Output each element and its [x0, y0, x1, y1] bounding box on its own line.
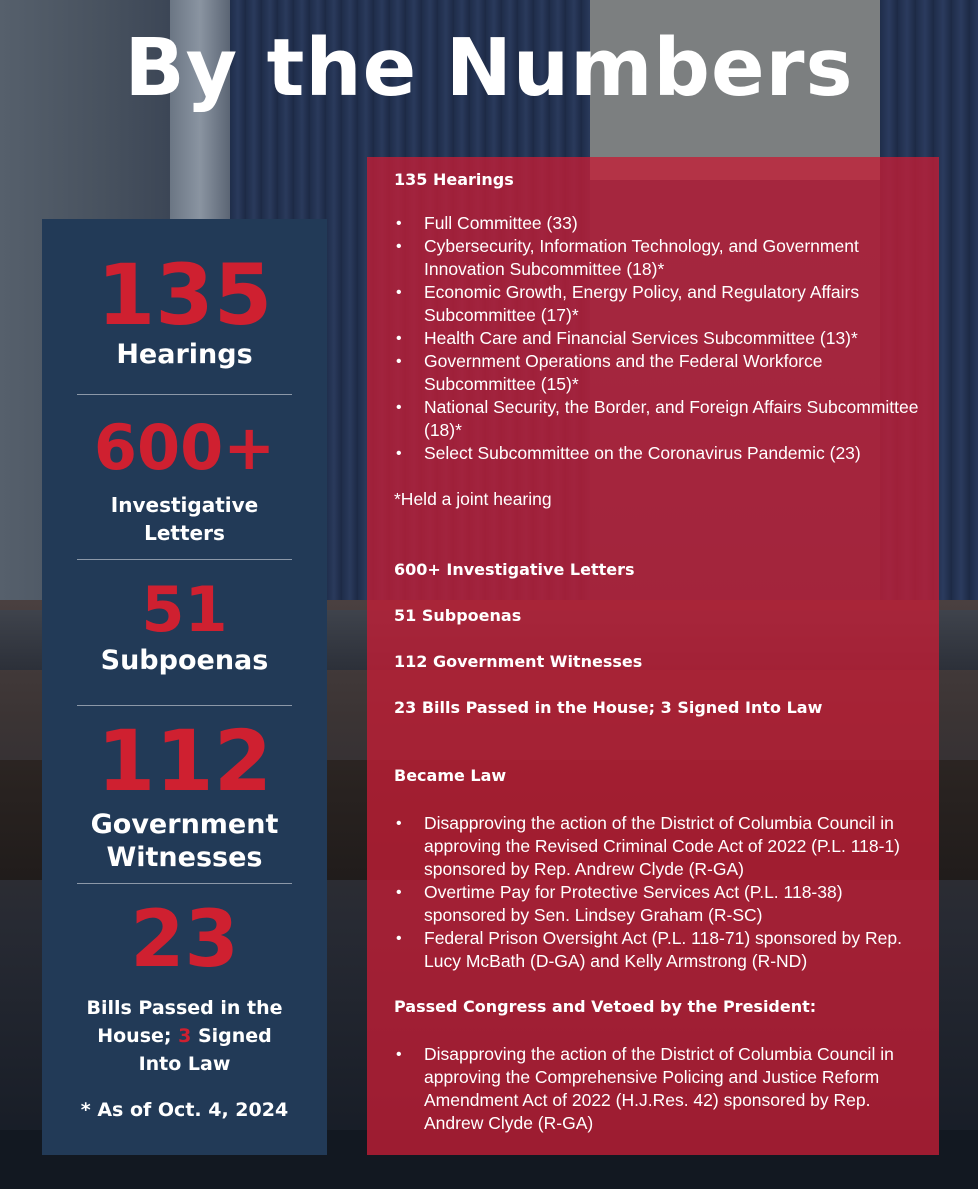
list-item: • National Security, the Border, and Foreign Affairs Subcommittee (18)* — [396, 397, 919, 440]
stat-number: 23 — [130, 895, 239, 985]
details-panel — [367, 157, 939, 1155]
divider — [77, 883, 292, 884]
divider — [77, 705, 292, 706]
stat-label-line2: Witnesses — [106, 841, 263, 873]
list-item: • Select Subcommittee on the Coronavirus Pandemic (23) — [396, 443, 861, 463]
stat-hearings — [42, 246, 327, 372]
stats-panel — [42, 219, 327, 1155]
list-item: • Health Care and Financial Services Subcommittee (13)* — [396, 328, 858, 348]
stat-label-line1: Bills Passed in the — [86, 997, 283, 1019]
as-of-footnote: * As of Oct. 4, 2024 — [80, 1099, 289, 1121]
list-item: • Government Operations and the Federal Workforce Subcommittee (15)* — [396, 351, 823, 394]
vetoed-heading: Passed Congress and Vetoed by the President: — [394, 997, 817, 1016]
stat-label-line2 — [42, 1025, 327, 1048]
joint-hearing-note: *Held a joint hearing — [394, 489, 552, 509]
stat-number: 135 — [96, 246, 273, 344]
stat-label-line1: Government — [90, 809, 279, 840]
stat-label-part: House; — [97, 1025, 179, 1048]
stat-label-line1: Investigative — [110, 493, 259, 517]
letters-heading: 600+ Investigative Letters — [394, 560, 635, 579]
stat-label: Hearings — [116, 339, 253, 370]
signed-count: 3 — [178, 1025, 192, 1048]
stat-label-line3: Into Law — [138, 1053, 231, 1076]
list-item: • Disapproving the action of the District of Columbia Council in approving the Revised Criminal Code Act of 2022 (P.L. 118-1) sponsored by Rep. Andrew Clyde (R-GA) — [396, 813, 901, 879]
stat-bills — [42, 895, 327, 1077]
list-item: • Disapproving the action of the District of Columbia Council in approving the Comprehensive Policing and Justice Reform Amendment Act of 2022 (H.J.Res. 42) sponsored by Rep. Andrew Clyde (R-GA) — [396, 1044, 894, 1133]
stat-number: 600+ — [93, 411, 276, 484]
stat-number: 112 — [96, 712, 273, 810]
vetoed-list — [394, 1043, 924, 1135]
bills-heading: 23 Bills Passed in the House; 3 Signed Into Law — [394, 698, 823, 717]
list-item: • Full Committee (33) — [396, 213, 578, 233]
list-item: • Federal Prison Oversight Act (P.L. 118-71) sponsored by Rep. Lucy McBath (D-GA) and Kelly Armstrong (R-ND) — [396, 928, 902, 971]
subpoenas-heading: 51 Subpoenas — [394, 606, 522, 625]
became-law-heading: Became Law — [394, 766, 507, 785]
divider — [77, 394, 292, 395]
stat-witnesses — [42, 712, 327, 875]
hearings-heading: 135 Hearings — [394, 170, 514, 189]
became-law-list — [394, 812, 924, 973]
hearings-list — [394, 212, 924, 465]
page-title: By the Numbers — [124, 22, 854, 114]
stat-letters — [42, 411, 327, 546]
list-item: • Cybersecurity, Information Technology, and Government Innovation Subcommittee (18)* — [396, 236, 859, 279]
stat-label: Subpoenas — [100, 645, 269, 676]
stat-subpoenas — [42, 573, 327, 678]
divider — [77, 559, 292, 560]
witnesses-heading: 112 Government Witnesses — [394, 652, 643, 671]
list-item: • Overtime Pay for Protective Services Act (P.L. 118-38) sponsored by Sen. Lindsey Graham (R-SC) — [396, 882, 843, 925]
stat-label-part: Signed — [191, 1025, 272, 1048]
stat-label-line2: Letters — [144, 521, 225, 546]
stat-number: 51 — [141, 573, 228, 646]
list-item: • Economic Growth, Energy Policy, and Regulatory Affairs Subcommittee (17)* — [396, 282, 860, 325]
